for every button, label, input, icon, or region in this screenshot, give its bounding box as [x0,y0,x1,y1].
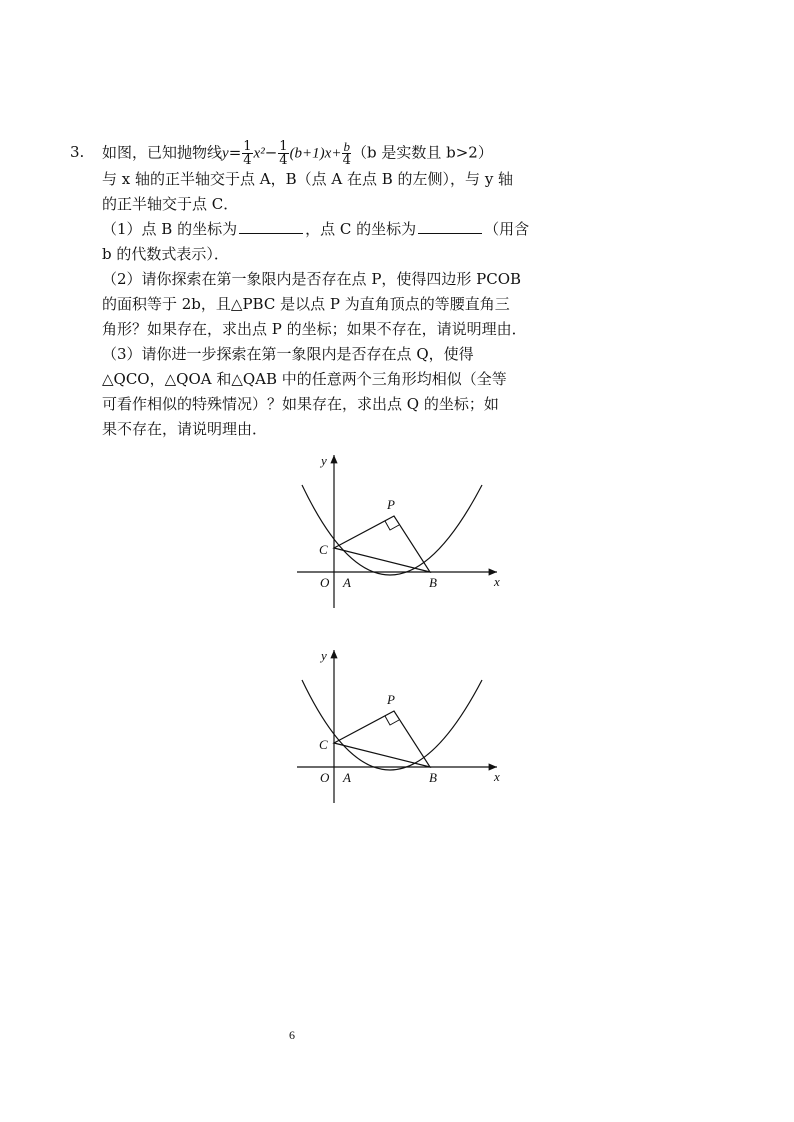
part-3-line-1: （3）请你进一步探索在第一象限内是否存在点 Q，使得 [102,345,474,363]
label-p: P [387,692,395,707]
answer-blank-b [239,219,303,234]
part-3-line-2: △QCO，△QOA 和△QAB 中的任意两个三角形均相似（全等 [102,370,507,388]
intro-text: 如图，已知抛物线 [102,143,223,162]
part-2-line-2: 的面积等于 2b，且△PBC 是以点 P 为直角顶点的等腰直角三 [102,295,510,313]
label-p: P [387,497,395,512]
problem-line-3: 的正半轴交于点 C． [102,195,239,213]
label-o: O [320,770,330,785]
eq-term-2: (b+1)x+ [289,145,342,162]
label-a: A [343,575,351,590]
eq-minus: − [264,143,278,162]
question-number: 3. [70,143,85,161]
parabola-diagram-1 [292,450,512,610]
parabola-diagram-2 [292,645,512,805]
problem-line-2: 与 x 轴的正半轴交于点 A，B（点 A 在点 B 的左侧），与 y 轴 [102,170,514,188]
label-b: B [429,575,437,590]
label-x: x [494,574,500,589]
eq-term-1: x² [253,145,265,162]
part-3-line-4: 果不存在，请说明理由． [102,420,268,438]
problem-body [102,140,530,442]
right-angle-mark [385,521,399,530]
condition-text: （b 是实数且 b>2） [351,143,493,162]
label-y: y [321,648,327,663]
fraction-3: $\frac{b}{4}$ [342,139,351,168]
answer-blank-c [418,219,482,234]
label-c: C [319,542,328,557]
triangle-pbc [334,711,430,767]
parabola-figure-2 [292,645,512,805]
label-c: C [319,737,328,752]
label-o: O [320,575,330,590]
page-number: 6 [289,1028,295,1042]
problem-3 [70,140,530,442]
part-2-line-1: （2）请你探索在第一象限内是否存在点 P，使得四边形 PCOB [102,270,522,288]
parabola-figure-1 [292,450,512,610]
part-2-line-3: 角形？如果存在，求出点 P 的坐标；如果不存在，请说明理由． [102,320,527,338]
fraction-2: $\frac{1}{4}$ [279,139,288,168]
eq-equals: = [228,143,242,162]
label-b: B [429,770,437,785]
eq-y: y [222,145,229,162]
label-x: x [494,769,500,784]
right-angle-mark [385,716,399,725]
part-1-line-2: b 的代数式表示）． [102,245,229,263]
label-a: A [343,770,351,785]
triangle-pbc [334,516,430,572]
part-3-line-3: 可看作相似的特殊情况）？如果存在，求出点 Q 的坐标；如 [102,395,499,413]
part-1-line-1: （1）点 B 的坐标为 ，点 C 的坐标为 （用含 [102,220,530,238]
label-y: y [321,453,327,468]
problem-line-1 [102,140,530,167]
fraction-1: $\frac{1}{4}$ [243,139,252,168]
